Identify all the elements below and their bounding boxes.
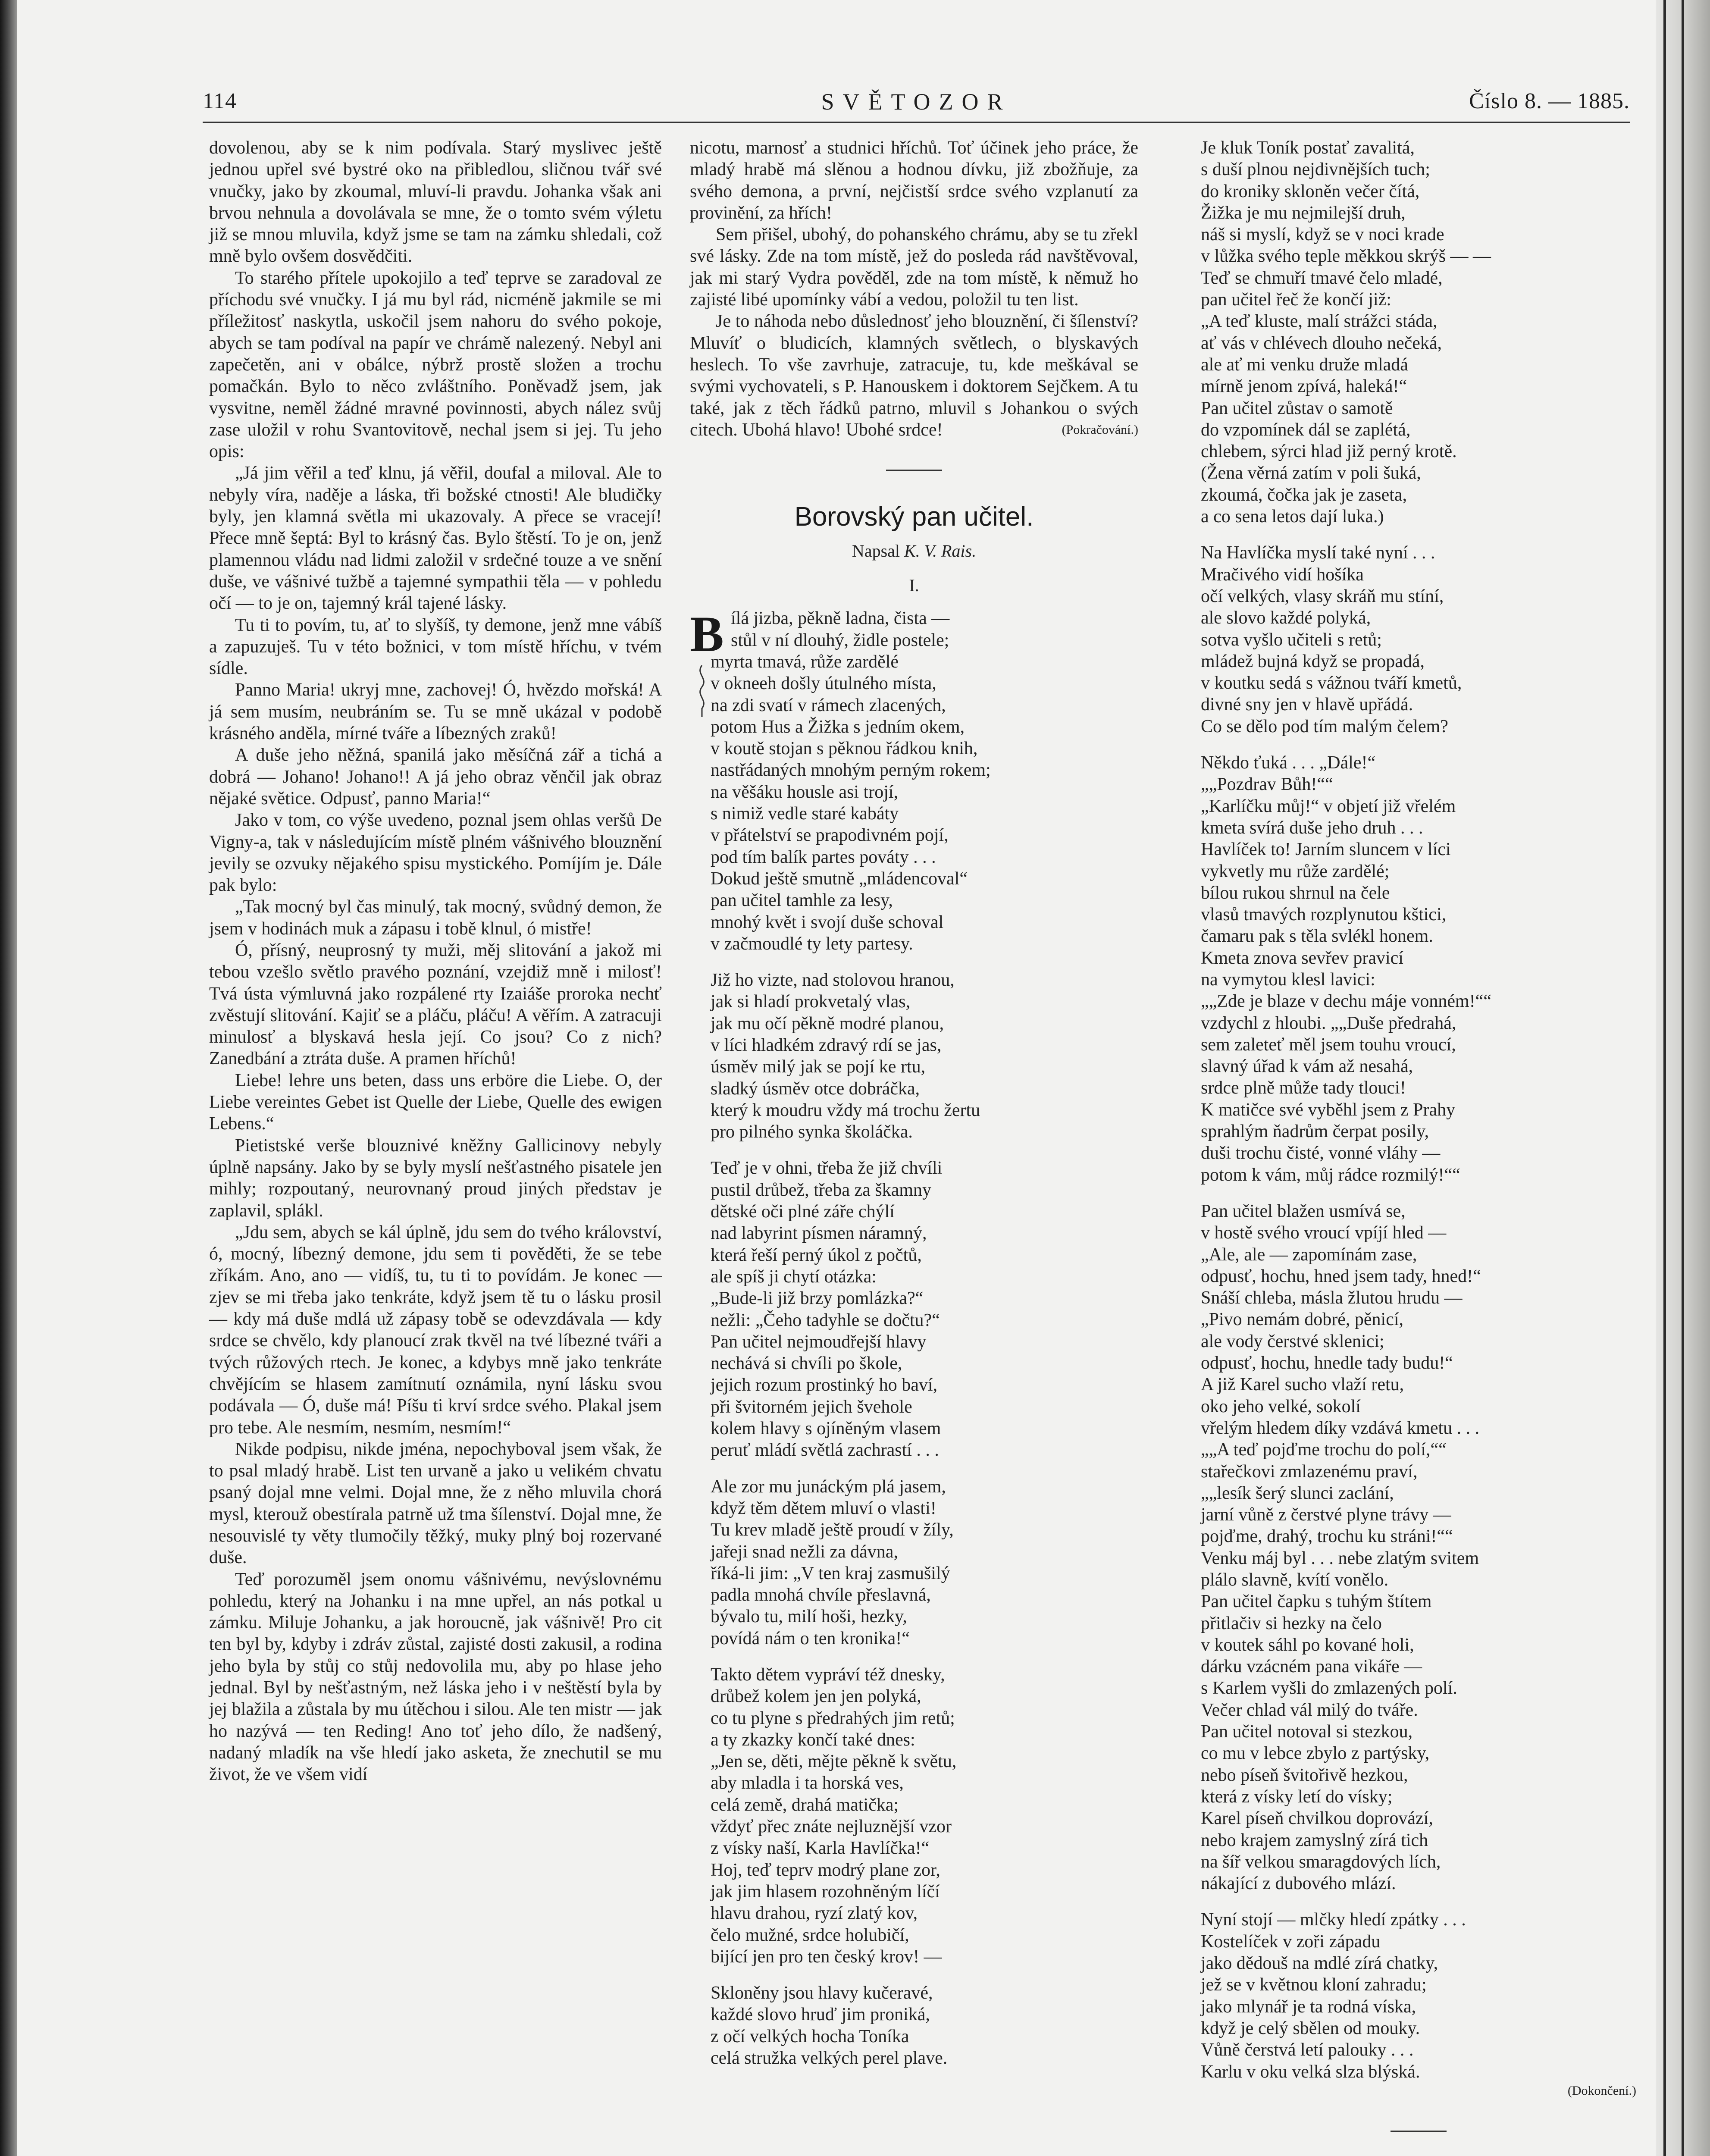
verse-line: jařeji snad nežli za dávna, <box>711 1542 898 1562</box>
verse-line: nastřádaných mnohým perným rokem; <box>711 760 991 780</box>
verse-line: Žižka je mu nejmilejší druh, <box>1201 203 1406 223</box>
column-middle <box>690 137 1138 2084</box>
verse-line: úsměv milý jak se pojí ke rtu, <box>711 1057 926 1077</box>
stanza <box>690 608 1138 955</box>
book-binding-shadow <box>0 0 17 2156</box>
verse-line: vlasů tmavých rozplynutou kštici, <box>1201 905 1447 925</box>
verse-line: na vymytou klesl lavici: <box>1201 969 1375 990</box>
verse-line: každé slovo hruď jim proniká, <box>711 2005 930 2025</box>
column-right <box>1201 137 1636 2156</box>
verse-line: bílou rukou shrnul na čele <box>1201 883 1390 903</box>
stanza <box>690 1982 1138 2069</box>
verse-line: „Bude-li již brzy pomlázka?“ <box>711 1288 924 1309</box>
paragraph: To starého přítele upokojilo a teď teprve se zaradoval ze příchodu své vnučky. I já mu byl rád, nicméně jakmile se mi příležitosť naskytla, uskočil jsem nahoru do svého pokoje, abych se tam podíval na papír ve chrámě nalezený. Nebyl ani zapečetěn, ani v obálce, nýbrž prostě složen a trochu pomačkán. Bylo to něco zvláštního. Poněvadž jsem, jak vysvitne, neměl žádné mravné povinnosti, abych nález svůj zase uložil v rohu Svantovitově, nechal jsem si jej. Tu jeho opis: <box>209 268 662 462</box>
verse-line: zkoumá, čočka jak je zaseta, <box>1201 485 1407 505</box>
verse-line: „Jen se, děti, mějte pěkně k světu, <box>711 1752 957 1772</box>
verse-line: ale spíš ji chytí otázka: <box>711 1266 877 1287</box>
verse-line: drůbež kolem jen jen polyká, <box>711 1686 921 1707</box>
verse-line: v koutě stojan s pěknou řádkou knih, <box>711 739 978 759</box>
verse-line: potom k vám, můj rádce rozmilý!““ <box>1201 1165 1460 1185</box>
verse-line: vzdychl z hloubi. „„Duše předrahá, <box>1201 1013 1456 1033</box>
verse-line: když těm dětem mluví o vlasti! <box>711 1498 936 1518</box>
verse-line: duši trochu čisté, vonné vláhy — <box>1201 1143 1441 1163</box>
verse-line: K matičce své vyběhl jsem z Prahy <box>1201 1100 1456 1120</box>
verse-line: hlavu drahou, ryzí zlatý kov, <box>711 1903 918 1924</box>
poem-title: Borovský pan učitel. <box>794 501 1034 532</box>
paragraph: Ó, přísný, neuprosný ty muži, měj slitování a jakož mi tebou vzešlo světlo pravého poznání, vzejdiž mně i milosť! Tvá ústa výmluvná jako rozpálené rty Izaiáše proroka nechť zvěstují slitování. Kajiť se a pláču, pláču! A věřím. A zatracuji minulosť a blyskavá hesla její. Co jsou? Co z nich? Zanedbání a ztráta duše. A pramen hříchů! <box>209 940 662 1069</box>
verse-line: v koutek sáhl po kované holi, <box>1201 1635 1414 1655</box>
verse-line: jak mu očí pěkně modré planou, <box>711 1013 944 1034</box>
verse-line: kolem hlavy s ojíněným vlasem <box>711 1419 941 1439</box>
verse-line: Tu krev mladě ještě proudí v žíly, <box>711 1520 954 1540</box>
verse-line: v hostě svého vroucí vpíjí hled — <box>1201 1223 1447 1243</box>
verse-line: nechává si chvíli po škole, <box>711 1354 902 1374</box>
paragraph: Teď porozuměl jsem onomu vášnivému, nevýslovnému pohledu, který na Johanku i na mne upřel, an nás potkal u zámku. Miluje Johanku, a jak horoucně, jak vášnivě! Pro cit ten byl by, kdyby i zdráv zůstal, zajisté dosti zakusil, a rodina jeho byla by stůj co stůj nedovolila mu, aby po hlase jeho jednal. Byl by nešťastným, než láska jeho i v neštěstí byla by jej blažila a zůstala by mu útěchou i silou. Ale ten mistr — jak ho nazývá — ten Reding! Ano toť jeho dílo, že nadšený, nadaný mladík na vše hledí jako asketa, že znechutil se mu život, že ve všem vidí <box>209 1569 662 1785</box>
verse-line: s Karlem vyšli do zmlazených polí. <box>1201 1678 1457 1698</box>
verse-line: „„lesík šerý slunci zaclání, <box>1201 1483 1394 1503</box>
paragraph: A duše jeho něžná, spanilá jako měsíčná zář a tichá a dobrá — Johano! Johano!! A já jeho obraz věnčil jak obraz nějaké světice. Odpusť, panno Maria!“ <box>209 745 662 808</box>
paragraph: Sem přišel, ubohý, do pohanského chrámu, aby se tu zřekl své lásky. Zde na tom místě, jež do posleda rád navštěvoval, jak mi starý Vydra pověděl, zde na tom místě, k němuž ho zajisté libé upomínky vábí a vedou, položil tu ten list. <box>690 225 1138 310</box>
drop-cap-ornament-icon <box>693 665 711 717</box>
verse-line: Karel píseň chvilkou doprovází, <box>1201 1808 1433 1829</box>
verse-line: v začmoudlé ty lety partesy. <box>711 934 913 954</box>
paragraph: „Jdu sem, abych se kál úplně, jdu sem do tvého království, ó, mocný, líbezný demone, jdu sem ti pověděti, že se tebe zříkám. Ano, ano — vidíš, tu, tu ti to povídám. Je konec — zjev se mi třeba jako tenkráte, když jsem tě tu o lásku prosil — kdy má duše mdlá už zápasy tobě se odevzdávala — kdy srdce se chvělo, kdy planoucí zrak tkvěl na tvé líbezné tváři a tvých růžových rtech. Je konec, a kdybys mně jako tenkráte chvějícím se hlasem zamítnutí oznámila, nyní lásku svou podávala — Ó, duše má! Píšu ti krví srdce svého. Plakal jsem pro tebe. Ale nesmím, nesmím, nesmím!“ <box>209 1222 662 1438</box>
column-left <box>209 137 662 1786</box>
verse-line: Je kluk Toník postať zavalitá, <box>1201 138 1415 158</box>
section-divider <box>690 458 1138 479</box>
verse-line: náš si myslí, když se v noci krade <box>1201 225 1444 245</box>
verse-line: jarní vůně z čerstvé plyne trávy — <box>1201 1505 1451 1525</box>
verse-line: „Ale, ale — zapomínám zase, <box>1201 1244 1417 1265</box>
verse-line: do kroniky skloněn večer čítá, <box>1201 181 1420 201</box>
verse-line: Co se dělo pod tím malým čelem? <box>1201 716 1448 736</box>
verse-line: odpusť, hochu, hnedle tady budu!“ <box>1201 1353 1453 1373</box>
verse-line: na zdi svatí v rámech zlacených, <box>711 695 946 715</box>
poem-part-one <box>690 608 1138 2069</box>
verse-line: čamaru pak s těla svlékl honem. <box>1201 926 1433 946</box>
verse-line: vždyť přec znáte nejluznější vzor <box>711 1817 952 1837</box>
stanza <box>1201 1909 1636 2082</box>
verse-line: pod tím balík partes pováty . . . <box>711 847 936 867</box>
journal-title: SVĚTOZOR <box>821 89 1012 115</box>
verse-line: kmeta svírá duše jeho druh . . . <box>1201 818 1423 838</box>
verse-line: sladký úsměv otce dobráčka, <box>711 1078 920 1099</box>
page-number: 114 <box>203 89 237 113</box>
verse-line: s duší plnou nejdivnějších tuch; <box>1201 160 1430 180</box>
verse-line: co tu plyne s předrahých jim retů; <box>711 1708 955 1728</box>
verse-line: ílá jizba, pěkně ladna, čista — <box>731 608 950 629</box>
paragraph: dovolenou, aby se k nim podívala. Starý myslivec ještě jednou upřel své bystré oko na přibledlou, sličnou tvář své vnučky, jako by zkoumal, mluví-li pravdu. Johanka však ani brvou nehnula a dovolávala se mne, že o tomto svém výletu již se mnou mluvila, když jsme se tam na zámku shledali, což mně bylo ovšem dosvědčiti. <box>209 138 662 266</box>
stanza <box>690 969 1138 1143</box>
verse-line: co mu v lebce zbylo z partýsky, <box>1201 1743 1430 1764</box>
verse-line: „„Pozdrav Bůh!““ <box>1201 774 1333 795</box>
stanza <box>690 1157 1138 1461</box>
verse-line: který k moudru vždy má trochu žertu <box>711 1100 980 1120</box>
paragraph: Jako v tom, co výše uvedeno, poznal jsem ohlas veršů De Vigny-a, tak v následujícím místě plném vášnivého blouznění jevily se ozvuky nějakého spisu mystického. Pomíjím je. Dále pak bylo: <box>209 810 662 896</box>
verse-line: nákající z dubového mlází. <box>1201 1874 1396 1894</box>
verse-line: (Žena věrná zatím v poli šuká, <box>1201 463 1421 483</box>
paragraph: Nikde podpisu, nikde jména, nepochyboval jsem však, že to psal mladý hrabě. List ten urvaně a jako u velikém chvatu psaný dojal mne velmi. Dojal mne, že z něho mluvila chorá mysl, kterouž obestírala patrně už tma šílenství. Dojal mne, že nesouvislé ty věty tlumočily těžký, muky plný boj rozervané duše. <box>209 1439 662 1568</box>
verse-line: Kmeta znova sevřev pravicí <box>1201 948 1403 968</box>
page-right-edge <box>1656 0 1710 2156</box>
verse-line: Pan učitel zůstav o samotě <box>1201 398 1393 418</box>
verse-line: Pan učitel blažen usmívá se, <box>1201 1201 1406 1221</box>
paragraph: nicotu, marnosť a studnici hříchů. Toť účinek jeho práce, že mladý hrabě má slěnou a hodnou dívku, již zbožňuje, za svého demona, a první, nejčistší srdce svého vzplanutí za provinění, za hřích! <box>690 138 1138 223</box>
verse-line: nad labyrint písmen náramný, <box>711 1223 927 1244</box>
verse-line: dětské oči plné záře chýlí <box>711 1202 895 1222</box>
verse-line: v líci hladkém zdravý rdí se jas, <box>711 1035 942 1055</box>
verse-line: sem zaleteť měl jsem touhu vroucí, <box>1201 1034 1456 1055</box>
paragraph: „Tak mocný byl čas minulý, tak mocný, svůdný demon, že jsem v hodinách muk a zápasu i tobě klnul, ó mistře! <box>209 897 662 939</box>
verse-line: očí velkých, vlasy skráň mu stíní, <box>1201 586 1444 606</box>
end-divider <box>1201 2119 1636 2140</box>
verse-line: jež se v květnou kloní zahradu; <box>1201 1975 1427 1995</box>
verse-line: mnohý květ i svojí duše schoval <box>711 912 944 932</box>
verse-line: „Karlíčku můj!“ v objetí již vřelém <box>1201 796 1456 816</box>
verse-line: z očí velkých hocha Toníka <box>711 2026 909 2046</box>
stanza <box>1201 137 1636 527</box>
byline-author: K. V. Rais. <box>904 541 977 561</box>
paragraph: Liebe! lehre uns beten, dass uns erböre die Liebe. O, der Liebe vereintes Gebet ist Quelle der Liebe, Quelle des ewigen Lebens.“ <box>209 1070 662 1134</box>
verse-line: myrta tmavá, růže zardělé <box>711 652 899 672</box>
verse-line: a ty zkazky končí také dnes: <box>711 1730 915 1750</box>
running-header <box>203 88 1630 119</box>
section-number: I. <box>909 576 919 595</box>
verse-line: oko jeho velké, sokolí <box>1201 1396 1361 1416</box>
stanza <box>1201 752 1636 1186</box>
verse-line: slavný úřad k vám až nesahá, <box>1201 1056 1413 1077</box>
verse-line: Venku máj byl . . . nebe zlatým svitem <box>1201 1548 1479 1568</box>
verse-line: Již ho vizte, nad stolovou hranou, <box>711 970 955 990</box>
verse-line: divné sny jen v hlavě upřádá. <box>1201 695 1413 715</box>
verse-line: při švitorném jejich švehole <box>711 1397 912 1417</box>
verse-line: Snáší chleba, másla žlutou hrudu — <box>1201 1288 1463 1308</box>
verse-line: „„A teď pojďme trochu do polí,““ <box>1201 1440 1447 1460</box>
verse-line: pro pilného synka školáčka. <box>711 1122 913 1142</box>
verse-line: Hoj, teď teprv modrý plane zor, <box>711 1860 940 1880</box>
verse-line: vřelým hledem díky vzdává kmetu . . . <box>1201 1418 1480 1438</box>
verse-line: povídá nám o ten kronika!“ <box>711 1628 910 1648</box>
verse-line: na šíř velkou smaragdových lích, <box>1201 1852 1441 1872</box>
paragraph: „Já jim věřil a teď klnu, já věřil, doufal a miloval. Ale to nebyly víra, naděje a láska, tři božské ctnosti! Ale bludičky byly, jen klamná světla mi ukazovaly. A přece se vracejí! Přece mně šeptá: Byl to krásný čas. Bylo štěstí. To je on, jenž plamennou vládu nad lidmi založil v srdečné touze a ve snění duše, ve vášnivé tužbě a tajemné sympathii těla — v pohledu očí — to je on, tajemný král tajené lásky. <box>209 463 662 614</box>
verse-line: Pan učitel notoval si stezkou, <box>1201 1722 1413 1742</box>
end-note: (Dokončení.) <box>1567 2083 1636 2098</box>
verse-line: do vzpomínek dál se zaplétá, <box>1201 420 1411 440</box>
verse-line: stůl v ní dlouhý, židle postele; <box>731 630 949 650</box>
verse-line: bijící jen pro ten český krov! — <box>711 1946 942 1967</box>
verse-line: „A teď kluste, malí strážci stáda, <box>1201 311 1438 332</box>
verse-line: Havlíček to! Jarním sluncem v líci <box>1201 840 1451 860</box>
verse-line: peruť mládí světlá zachrastí . . . <box>711 1440 939 1460</box>
verse-line: vykvetly mu růže zardělé; <box>1201 861 1390 881</box>
continued-note: (Pokračování.) <box>1062 423 1138 437</box>
verse-line: Ale zor mu junáckým plá jasem, <box>711 1476 946 1497</box>
stanza <box>690 1664 1138 1968</box>
verse-line: v přátelství se prapodivném pojí, <box>711 825 949 846</box>
verse-line: s nimiž vedle staré kabáty <box>711 804 899 824</box>
verse-line: čelo mužné, srdce holubičí, <box>711 1925 909 1945</box>
verse-line: když je celý sbělen od mouky. <box>1201 2018 1420 2038</box>
verse-line: celá země, drahá matička; <box>711 1795 899 1815</box>
verse-line: jak jim hlasem rozohněným líčí <box>711 1881 940 1902</box>
verse-line: nežli: „Čeho tadyhle se dočtu?“ <box>711 1310 940 1330</box>
verse-line: pojďme, drahý, trochu ku stráni!““ <box>1201 1526 1453 1547</box>
verse-line: Vůně čerstvá letí palouky . . . <box>1201 2040 1414 2060</box>
verse-line: která řeší perný úkol z počtů, <box>711 1245 922 1265</box>
stanza <box>1201 1200 1636 1895</box>
drop-cap: B <box>690 606 724 663</box>
verse-line: Na Havlíčka myslí také nyní . . . <box>1201 543 1435 563</box>
verse-line: Kostelíček v zoři západu <box>1201 1931 1381 1952</box>
verse-line: odpusť, hochu, hned jsem tady, hned!“ <box>1201 1266 1481 1286</box>
verse-line: v lůžka svého teple měkkou skrýš — — <box>1201 246 1491 266</box>
verse-line: Takto dětem vypráví též dnesky, <box>711 1665 945 1685</box>
verse-line: Teď je v ohni, třeba že již chvíli <box>711 1158 943 1178</box>
verse-line: jako mlynář je ta rodná víska, <box>1201 1996 1416 2017</box>
verse-line: Dokud ještě smutně „mládencoval“ <box>711 868 968 889</box>
verse-line: a co sena letos dají luka.) <box>1201 507 1384 527</box>
verse-line: „„Zde je blaze v dechu máje vonném!““ <box>1201 991 1491 1012</box>
verse-line: potom Hus a Žižka s jedním okem, <box>711 717 965 737</box>
verse-line: Někdo ťuká . . . „Dále!“ <box>1201 753 1376 773</box>
poem-stanzas-middle <box>690 608 1138 2069</box>
verse-line: mládež bujná když se propadá, <box>1201 651 1425 671</box>
byline-prefix: Napsal <box>852 541 900 561</box>
verse-line: chlebem, sýrci hlad již perný krotě. <box>1201 442 1457 462</box>
paragraph: Panno Maria! ukryj mne, zachovej! Ó, hvězdo mořská! A já sem musím, neubráním se. Tu se mně ukázal v podobě krásného anděla, mírné tváře a líbezných zraků! <box>209 680 662 744</box>
verse-line: srdce plně může tady tlouci! <box>1201 1078 1406 1098</box>
verse-line: v koutku sedá s vážnou tváří kmetů, <box>1201 673 1462 693</box>
verse-line: plálo slavně, kvítí vonělo. <box>1201 1570 1389 1590</box>
byline <box>690 540 1138 562</box>
verse-line: pustil drůbež, třeba za škamny <box>711 1180 931 1200</box>
verse-line: mírně jenom zpívá, haleká!“ <box>1201 376 1407 397</box>
stanza <box>1201 542 1636 737</box>
paragraph: Je to náhoda nebo důslednosť jeho blouznění, či šílenství? Mluvíť o bludicích, klamných světlech, o blyskavých heslech. To vše zavrhuje, zatracuje, tu, kde meškával se svými vychovateli, s P. Hanouskem i doktorem Sejčkem. A tu také, jak z těch řádků patrno, mluvil s Johankou o svých citech. Ubohá hlavo! Ubohé srdce! <box>690 311 1138 440</box>
verse-line: Pan učitel nejmoudřejší hlavy <box>711 1332 927 1352</box>
verse-line: Mračivého vidí hošíka <box>1201 564 1364 585</box>
story-continuation <box>690 137 1138 441</box>
verse-line: Večer chlad vál milý do tváře. <box>1201 1700 1418 1720</box>
verse-line: ale ať mi venku druže mladá <box>1201 354 1408 375</box>
verse-line: padla mnohá chvíle přeslavná, <box>711 1585 931 1605</box>
stanza <box>690 1476 1138 1649</box>
verse-line: pan učitel řeč že končí již: <box>1201 290 1391 310</box>
paragraph: Tu ti to povím, tu, ať to slyšíš, ty demone, jenž mne vábíš a zapuzuješ. Tu v této božnici, v tom místě hříchu, v tvém sídle. <box>209 615 662 679</box>
verse-line: stařečkovi zmlazenému praví, <box>1201 1461 1418 1482</box>
verse-line: v okneeh došly útulného místa, <box>711 674 936 694</box>
verse-line: z vísky naší, Karla Havlíčka!“ <box>711 1838 930 1858</box>
header-rule <box>203 122 1630 123</box>
poem-stanzas-right <box>1201 137 1636 2083</box>
verse-line: „Pivo nemám dobré, pěnicí, <box>1201 1310 1404 1330</box>
issue-info: Číslo 8. — 1885. <box>1469 89 1630 113</box>
verse-line: jejich rozum prostinký ho baví, <box>711 1375 938 1395</box>
verse-line: ať vás v chlévech dlouho nečeká, <box>1201 333 1442 353</box>
verse-line: pan učitel tamhle za lesy, <box>711 890 893 911</box>
verse-line: sprahlým ňadrům čerpat posily, <box>1201 1122 1429 1142</box>
verse-line: celá stružka velkých perel plave. <box>711 2048 948 2068</box>
verse-line: jako dědouš na mdlé zírá chatky, <box>1201 1953 1438 1974</box>
verse-line: nebo píseň švitořivě hezkou, <box>1201 1765 1408 1785</box>
verse-line: jak si hladí prokvetalý vlas, <box>711 992 911 1012</box>
verse-line: bývalo tu, milí hoši, hezky, <box>711 1607 907 1627</box>
verse-line: ale slovo každé polyká, <box>1201 608 1371 628</box>
paragraph: Pietistské verše blouznivé kněžny Gallicinovy nebyly úplně napsány. Jako by se byly myslí nešťastného pisatele jen mihly; rozpoutaný, neurovnaný proud jiných představ je zaplavil, splákl. <box>209 1135 662 1221</box>
verse-line: která z vísky letí do vísky; <box>1201 1786 1393 1807</box>
verse-line: na věšáku housle asi trojí, <box>711 782 899 802</box>
verse-line: Skloněny jsou hlavy kučeravé, <box>711 1983 933 2003</box>
verse-line: dárku vzácném pana vikáře — <box>1201 1657 1422 1677</box>
verse-line: Nyní stojí — mlčky hledí zpátky . . . <box>1201 1910 1466 1930</box>
verse-line: Teď se chmuří tmavé čelo mladé, <box>1201 268 1443 288</box>
verse-line: aby mladla i ta horská ves, <box>711 1773 904 1793</box>
verse-line: nebo krajem zamyslný zírá tich <box>1201 1830 1428 1850</box>
verse-line: A již Karel sucho vlaží retu, <box>1201 1375 1404 1395</box>
verse-line: říká-li jim: „V ten kraj zasmušilý <box>711 1563 950 1583</box>
verse-line: Karlu v oku velká slza blýská. <box>1201 2062 1420 2082</box>
verse-line: ale vody čerstvé sklenici; <box>1201 1331 1384 1351</box>
verse-line: přitlačiv si hezky na čelo <box>1201 1613 1382 1633</box>
verse-line: Pan učitel čapku s tuhým štítem <box>1201 1592 1432 1612</box>
verse-line: sotva vyšlo učiteli s retů; <box>1201 630 1382 650</box>
